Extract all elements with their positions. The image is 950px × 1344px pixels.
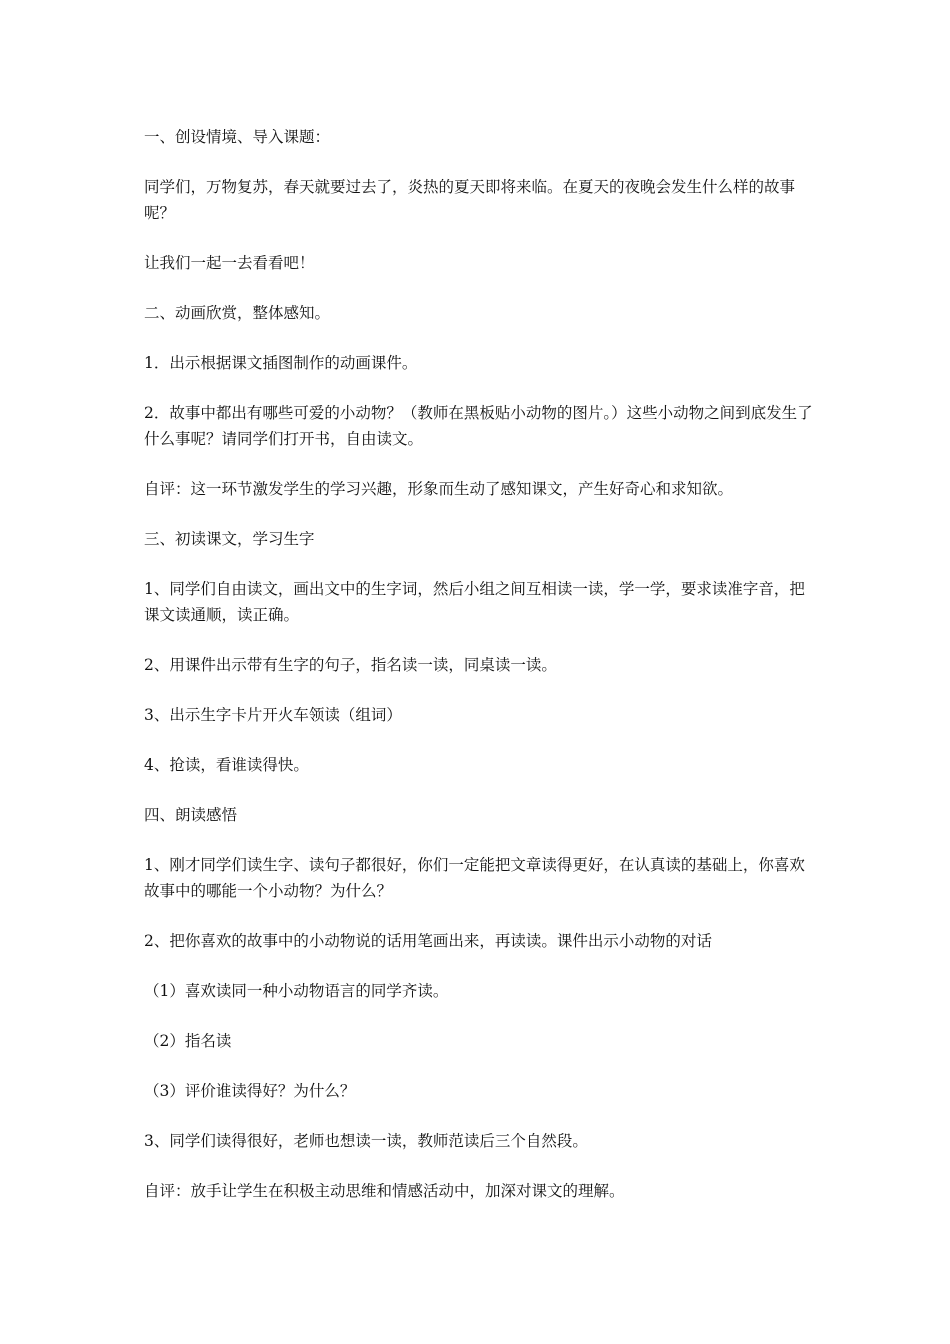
paragraph: 1、刚才同学们读生字、读句子都很好，你们一定能把文章读得更好，在认真读的基础上，你喜欢故事中的哪能一个小动物？为什么？ (144, 856, 805, 900)
paragraph: 1、同学们自由读文，画出文中的生字词，然后小组之间互相读一读，学一学，要求读准字音，把课文读通顺，读正确。 (144, 580, 805, 624)
section-heading-1: 一、创设情境、导入课题： (144, 128, 331, 146)
paragraph: 4、抢读，看谁读得快。 (144, 756, 309, 774)
paragraph: 3、同学们读得很好，老师也想读一读，教师范读后三个自然段。 (144, 1132, 588, 1150)
sub-item: （1）喜欢读同一种小动物语言的同学齐读。 (144, 982, 449, 1000)
section-heading-2: 二、动画欣赏，整体感知。 (144, 304, 331, 322)
paragraph: 2、用课件出示带有生字的句子，指名读一读，同桌读一读。 (144, 656, 557, 674)
paragraph: 3、出示生字卡片开火车领读（组词） (144, 706, 402, 724)
paragraph: 2．故事中都出有哪些可爱的小动物？（教师在黑板贴小动物的图片。）这些小动物之间到底发生了什么事呢？请同学们打开书，自由读文。 (144, 404, 813, 448)
paragraph: 同学们，万物复苏，春天就要过去了，炎热的夏天即将来临。在夏天的夜晚会发生什么样的故事呢？ (144, 178, 796, 222)
section-heading-4: 四、朗读感悟 (144, 806, 238, 824)
paragraph: 让我们一起一去看看吧！ (144, 254, 315, 272)
paragraph: 1．出示根据课文插图制作的动画课件。 (144, 354, 418, 372)
self-evaluation: 自评：放手让学生在积极主动思维和情感活动中，加深对课文的理解。 (144, 1182, 625, 1200)
section-heading-3: 三、初读课文，学习生字 (144, 530, 315, 548)
document-body (144, 124, 814, 1228)
paragraph: 2、把你喜欢的故事中的小动物说的话用笔画出来，再读读。课件出示小动物的对话 (144, 932, 712, 950)
sub-item: （2）指名读 (144, 1032, 232, 1050)
sub-item: （3）评价谁读得好？为什么？ (144, 1082, 356, 1100)
self-evaluation: 自评：这一环节激发学生的学习兴趣，形象而生动了感知课文，产生好奇心和求知欲。 (144, 480, 734, 498)
